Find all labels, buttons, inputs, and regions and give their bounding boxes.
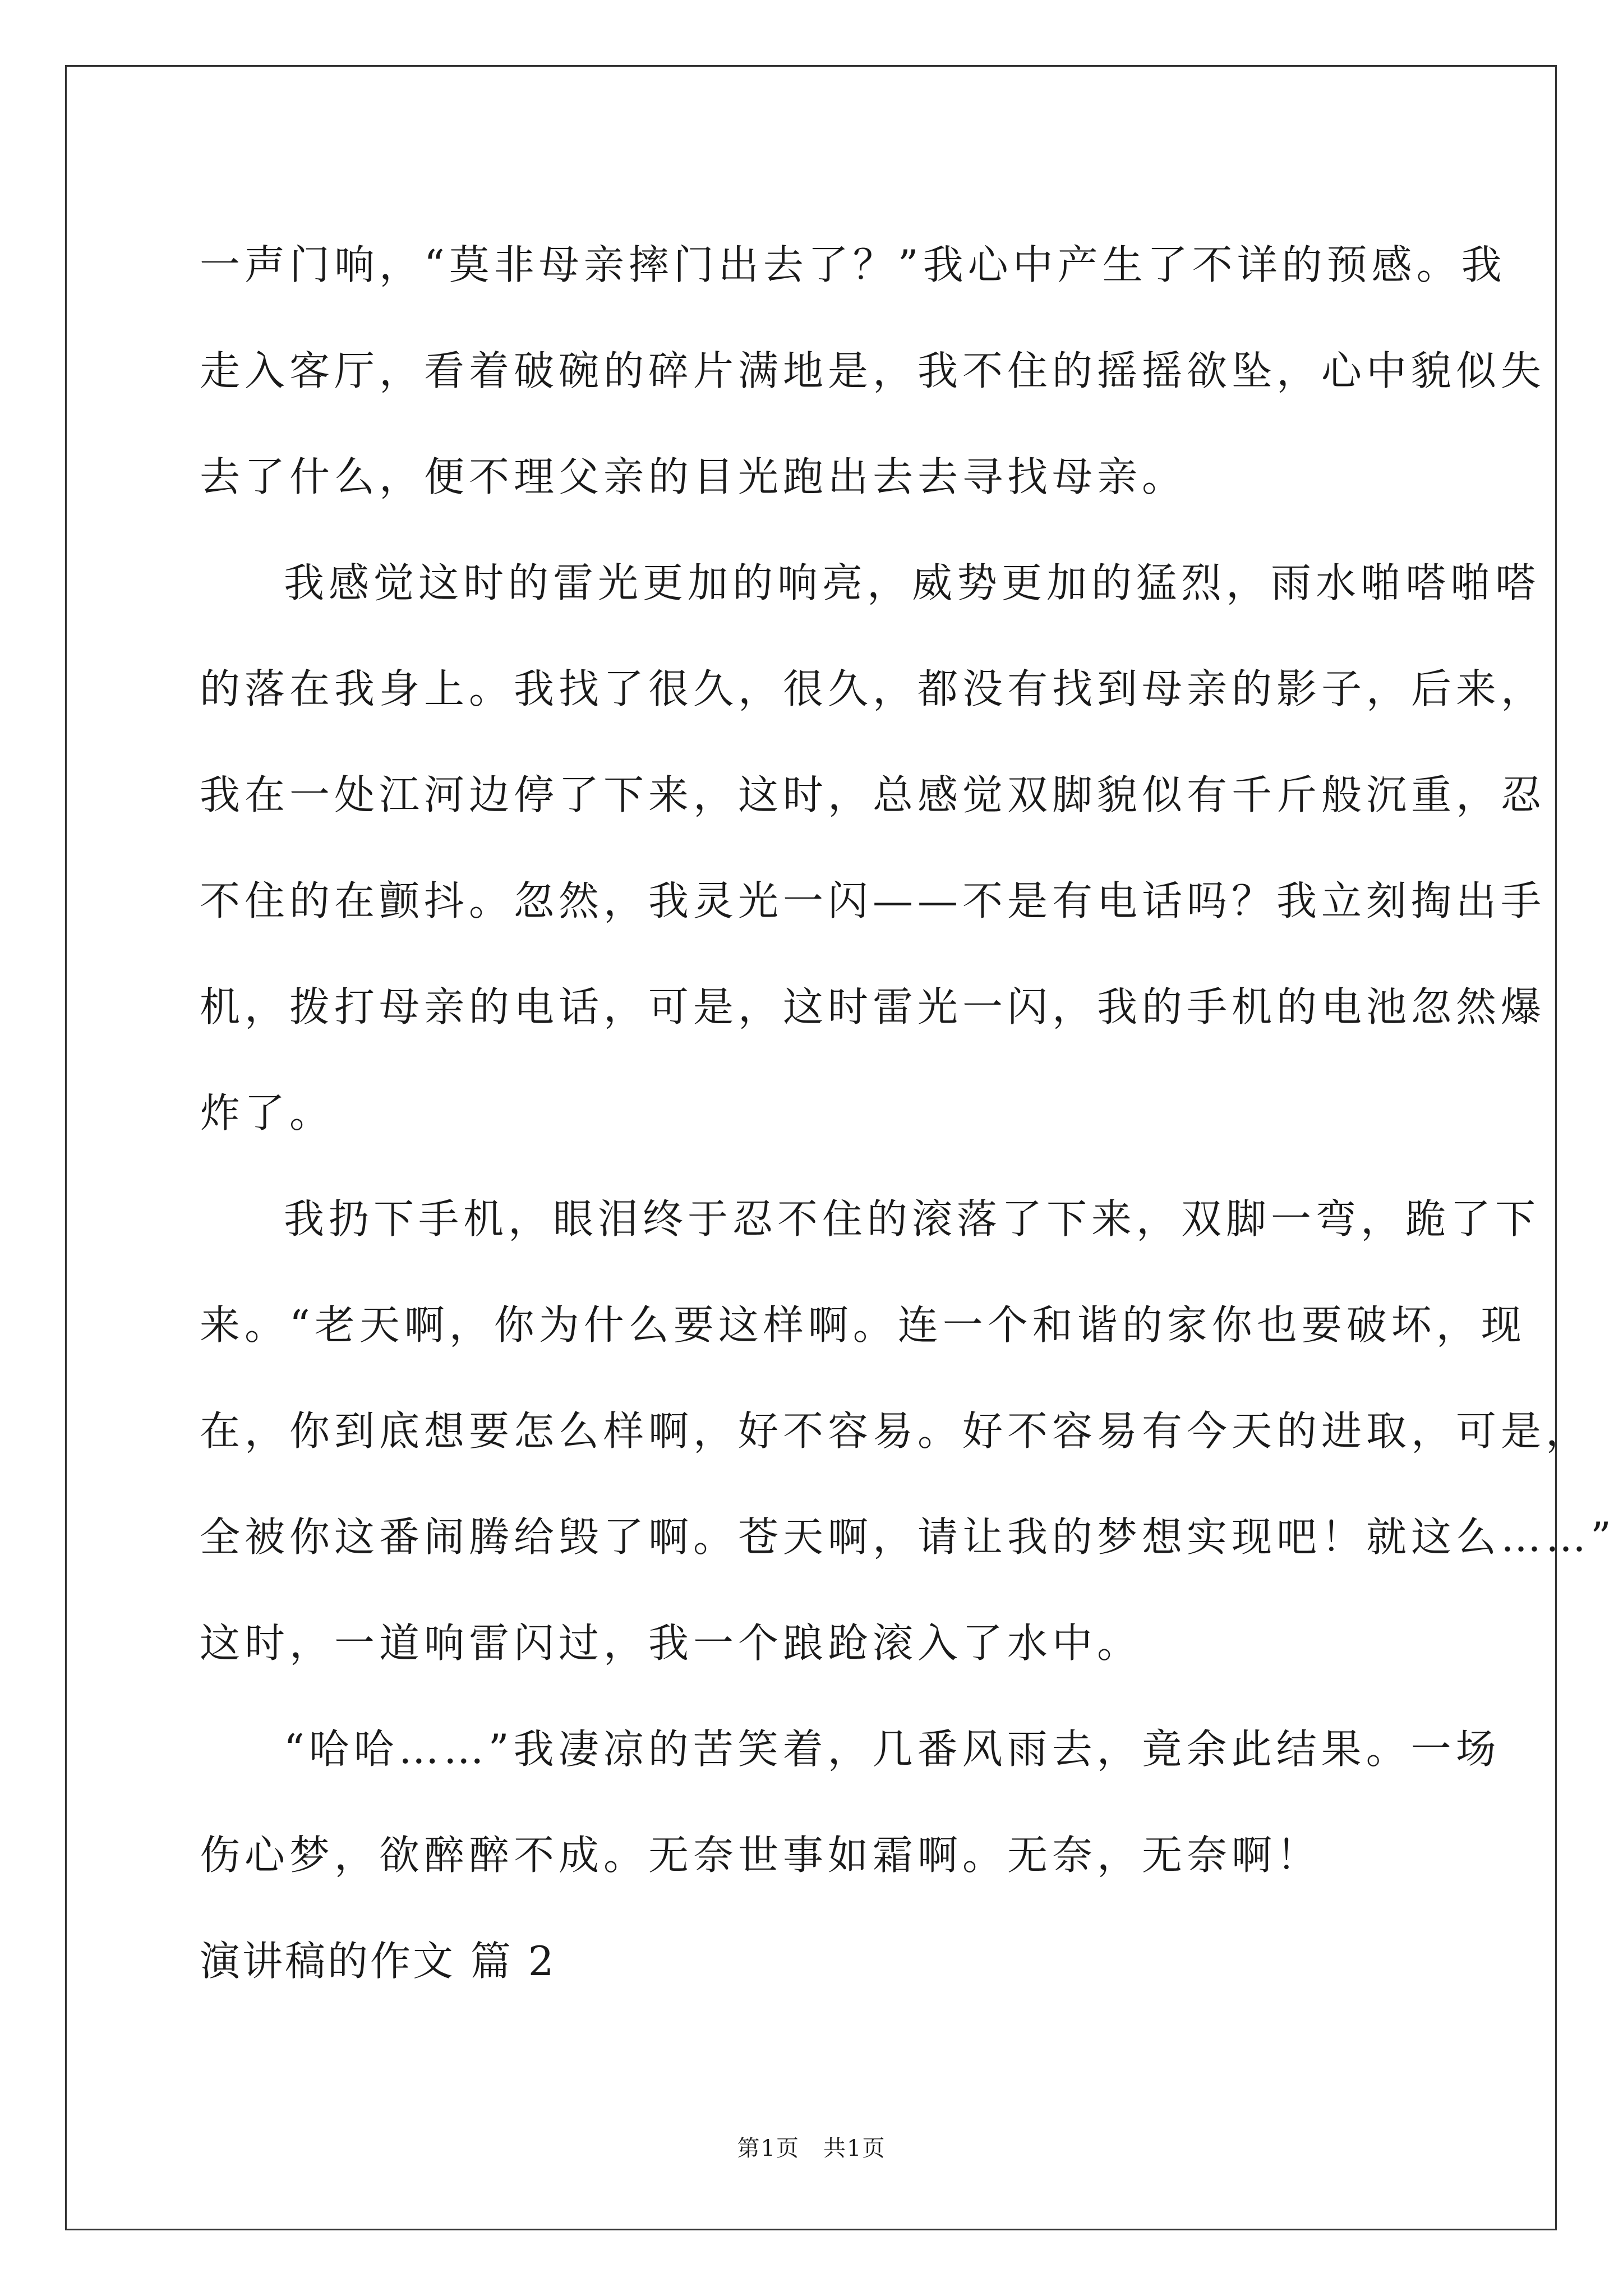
section-heading: 演讲稿的作文 篇 2 [200,1938,556,1985]
text-line: 全被你这番闹腾给毁了啊。苍天啊，请让我的梦想实现吧！就这么……” [200,1513,1616,1561]
text-line: 伤心梦，欲醉醉不成。无奈世事如霜啊。无奈，无奈啊！ [200,1832,1322,1879]
text-line: 我扔下手机，眼泪终于忍不住的滚落了下来，双脚一弯，跪了下 [284,1195,1541,1243]
text-line: “哈哈……”我凄凉的苦笑着，几番风雨去，竟余此结果。一场 [284,1726,1501,1773]
text-line: 去了什么，便不理父亲的目光跑出去去寻找母亲。 [200,453,1187,500]
text-line: 走入客厅，看着破碗的碎片满地是，我不住的摇摇欲坠，心中貌似失 [200,347,1546,394]
text-line: 我在一处江河边停了下来，这时，总感觉双脚貌似有千斤般沉重，忍 [200,771,1546,818]
page-footer: 第1页 共1页 [737,2136,886,2161]
text-line: 我感觉这时的雷光更加的响亮，威势更加的猛烈，雨水啪嗒啪嗒 [284,559,1541,606]
text-line: 一声门响，“莫非母亲摔门出去了？”我心中产生了不详的预感。我 [200,241,1506,288]
text-line: 来。“老天啊，你为什么要这样啊。连一个和谐的家你也要破坏，现 [200,1301,1526,1349]
text-line: 炸了。 [200,1089,335,1137]
text-line: 的落在我身上。我找了很久，很久，都没有找到母亲的影子，后来， [200,665,1546,712]
text-line: 在，你到底想要怎么样啊，好不容易。好不容易有今天的进取，可是， [200,1407,1591,1455]
document-body [200,212,1616,2014]
text-line: 机，拨打母亲的电话，可是，这时雷光一闪，我的手机的电池忽然爆 [200,983,1546,1030]
text-line: 这时，一道响雷闪过，我一个踉跄滚入了水中。 [200,1619,1142,1667]
text-line: 不住的在颤抖。忽然，我灵光一闪——不是有电话吗？我立刻掏出手 [200,877,1546,924]
